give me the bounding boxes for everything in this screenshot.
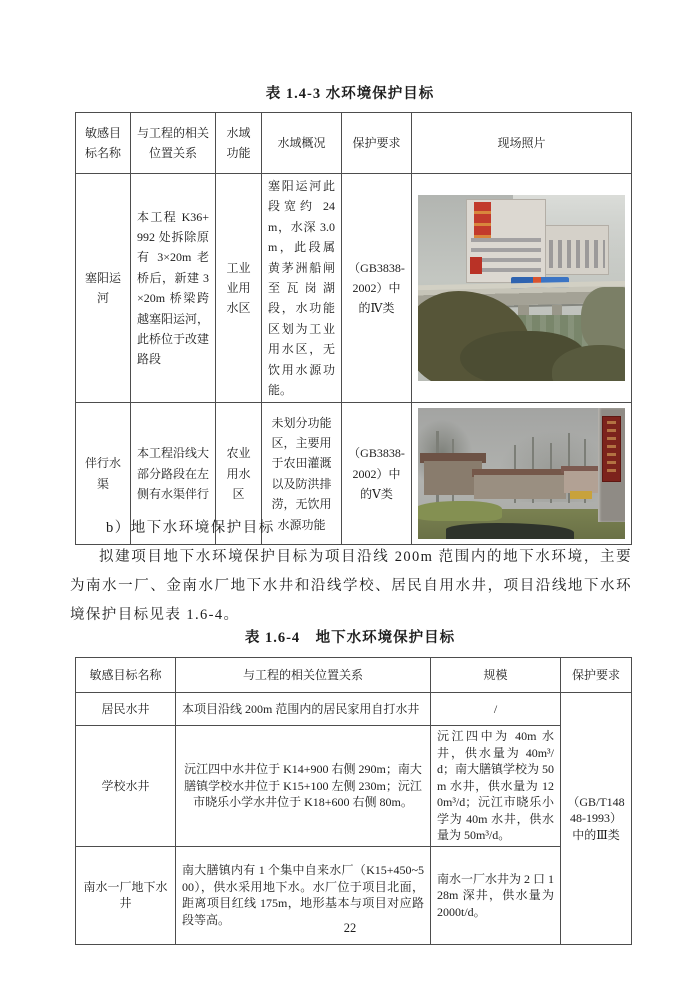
section-b-paragraph: 拟建项目地下水环境保护目标为项目沿线 200m 范围内的地下水环境，主要为南水一厂、金南水厂地下水井和沿线学校、居民自用水井，项目沿线地下水环境保护目标见表 1.6-4。 (70, 549, 632, 623)
t2-r2-relation: 沅江四中水井位于 K14+900 右侧 290m；南大膳镇学校水井位于 K15+100 左侧 230m；沅江市晓乐小学水井位于 K18+600 右侧 80m。 (176, 726, 431, 847)
t2-merged-requirement: （GB/T14848-1993）中的Ⅲ类 (561, 693, 632, 945)
t2-r2-name: 学校水井 (76, 726, 176, 847)
photo2-grass-patch (418, 501, 502, 521)
page-number: 22 (343, 921, 357, 935)
table1-header-row (76, 113, 632, 174)
t2-r3-relation: 南大膳镇内有 1 个集中自来水厂（K15+450~500），供水采用地下水。水厂位于项目北面，距离项目红线 175m，地形基本与项目对应路段等高。 (176, 846, 431, 944)
t1-header-water-function: 水域功能 (216, 113, 262, 174)
section-b-heading: b）地下水环境保护目标 (106, 520, 275, 536)
t2-r3-name: 南水一厂地下水井 (76, 846, 176, 944)
t2-header-scale: 规模 (431, 658, 561, 693)
table2-header-row (76, 658, 632, 693)
photo1-red-sign (470, 257, 482, 274)
photo2-yellow-object (570, 491, 592, 499)
t1-r1-requirement: （GB3838-2002）中的Ⅳ类 (342, 174, 412, 403)
t1-r1-overview: 塞阳运河此段宽约 24m，水深 3.0m，此段属黄茅洲船闸至瓦岗湖段，水功能区划为工业用水区，无饮用水源功能。 (262, 174, 342, 403)
t2-header-relation: 与工程的相关位置关系 (176, 658, 431, 693)
table2-title: 表 1.6-4 地下水环境保护目标 (244, 630, 456, 646)
photo2-canal-water (446, 523, 574, 539)
table2-row-resident-wells (76, 693, 632, 726)
t1-r2-function: 农业用水区 (216, 403, 262, 545)
t1-r2-relation: 本工程沿线大部分路段在左侧有水渠伴行 (131, 403, 216, 545)
t1-r1-relation: 本工程 K36+992 处拆除原有 3×20m 老桥后，新建 3×20m 桥梁跨越塞阳运河，此桥位于改建路段 (131, 174, 216, 403)
t1-r1-photo-cell (412, 174, 632, 403)
t1-r2-requirement: （GB3838-2002）中的Ⅴ类 (342, 403, 412, 545)
table1-row-saiyang-canal (76, 174, 632, 403)
photo1-red-banner (474, 202, 491, 238)
t1-header-site-photo: 现场照片 (412, 113, 632, 174)
groundwater-protection-table (75, 657, 632, 945)
t2-header-sensitive-target: 敏感目标名称 (76, 658, 176, 693)
site-photo-canal-with-trees (418, 408, 625, 539)
t2-r1-name: 居民水井 (76, 693, 176, 726)
water-protection-table (75, 112, 632, 545)
t1-r2-name: 伴行水渠 (76, 403, 131, 545)
t2-r1-relation: 本项目沿线 200m 范围内的居民家用自打水井 (176, 693, 431, 726)
t1-r2-overview: 未划分功能区，主要用于农田灌溉以及防洪排涝，无饮用水源功能 (262, 403, 342, 545)
t2-r3-scale: 南水一厂水井为 2 口 128m 深井，供水量为 2000t/d。 (431, 846, 561, 944)
photo2-house (564, 471, 598, 493)
photo1-building-side (545, 225, 609, 275)
t1-r1-function: 工业业用水区 (216, 174, 262, 403)
site-photo-bridge-over-canal (418, 195, 625, 381)
t1-r1-name: 塞阳运河 (76, 174, 131, 403)
photo1-right-bank (581, 287, 625, 351)
t1-r2-photo-cell (412, 403, 632, 545)
photo2-red-vertical-sign (602, 416, 621, 482)
photo2-house (474, 475, 566, 499)
t1-header-sensitive-target: 敏感目标名称 (76, 113, 131, 174)
t1-header-protection-requirement: 保护要求 (342, 113, 412, 174)
t1-header-relation: 与工程的相关位置关系 (131, 113, 216, 174)
t1-header-water-overview: 水域概况 (262, 113, 342, 174)
t2-header-protection-requirement: 保护要求 (561, 658, 632, 693)
table1-title: 表 1.4-3 水环境保护目标 (265, 86, 435, 102)
table2-row-school-wells (76, 726, 632, 847)
t2-r2-scale: 沅江四中为 40m 水井，供水量为 40m³/d；南大膳镇学校为 50m 水井，供水量为 120m³/d；沅江市晓乐小学为 40m 水井，供水量为 50m³/d。 (431, 726, 561, 847)
t2-r1-scale: / (431, 693, 561, 726)
